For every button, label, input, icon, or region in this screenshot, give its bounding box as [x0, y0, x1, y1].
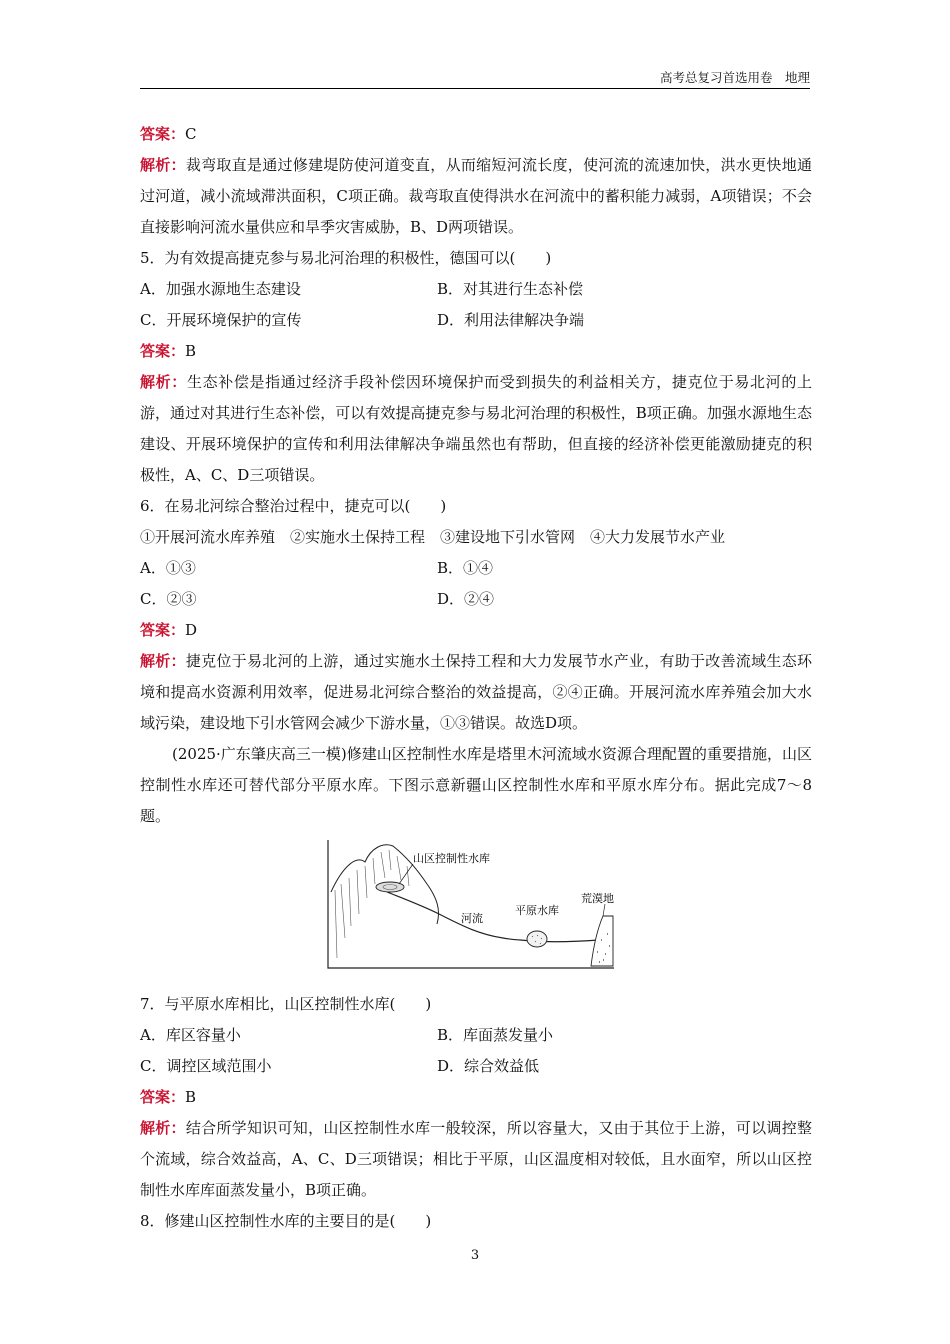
- answer-q5: 答案：B: [140, 342, 197, 360]
- option-a[interactable]: A．加强水源地生态建设: [140, 280, 301, 298]
- option-c[interactable]: C．②③: [140, 590, 197, 608]
- option-b[interactable]: B．①④: [437, 559, 494, 577]
- question-7-options-row1: [140, 1020, 812, 1051]
- analysis-q5: 解析：生态补偿是指通过经济手段补偿因环境保护而受到损失的利益相关方，捷克位于易北河的上游，通过对其进行生态补偿，可以有效提高捷克参与易北河治理的积极性，B项正确。加强水源地生态建设、开展环境保护的宣传和利用法律解决争端虽然也有帮助，但直接的经济补偿更能激励捷克的积极性，A、C、D三项错误。: [140, 373, 812, 484]
- mountain-reservoir: [376, 882, 404, 892]
- question-8-stem: 8．修建山区控制性水库的主要目的是( ): [140, 1212, 432, 1230]
- material-intro: (2025·广东肇庆高三一模)修建山区控制性水库是塔里木河流域水资源合理配置的重要措施，山区控制性水库还可替代部分平原水库。下图示意新疆山区控制性水库和平原水库分布。据此完成7～8题。: [140, 745, 812, 825]
- option-d[interactable]: D．②④: [437, 590, 495, 608]
- plain-reservoir: [527, 931, 547, 947]
- question-5-stem: 5．为有效提高捷克参与易北河治理的积极性，德国可以( ): [140, 249, 552, 267]
- page-number: 3: [470, 1248, 480, 1263]
- option-d[interactable]: D．利用法律解决争端: [437, 311, 585, 329]
- reservoir-diagram: [327, 840, 615, 972]
- option-c[interactable]: C．开展环境保护的宣传: [140, 311, 302, 329]
- answer-q6: 答案：D: [140, 621, 198, 639]
- option-a[interactable]: A．①③: [140, 559, 196, 577]
- answer-q7: 答案：B: [140, 1088, 197, 1106]
- reservoir-figure: [140, 840, 812, 984]
- question-5-options-row2: [140, 305, 812, 336]
- question-6-options-row2: [140, 584, 812, 615]
- option-a[interactable]: A．库区容量小: [140, 1026, 241, 1044]
- question-7-stem: 7．与平原水库相比，山区控制性水库( ): [140, 995, 432, 1013]
- question-6-items: ①开展河流水库养殖 ②实施水土保持工程 ③建设地下引水管网 ④大力发展节水产业: [140, 528, 726, 546]
- option-c[interactable]: C．调控区域范围小: [140, 1057, 272, 1075]
- option-b[interactable]: B．库面蒸发量小: [437, 1026, 554, 1044]
- leader-mountain-reservoir: [399, 864, 413, 884]
- answer-q4: 答案：C: [140, 125, 197, 143]
- desert: [591, 916, 613, 966]
- leader-desert: [603, 904, 605, 916]
- label-mountain-reservoir: 山区控制性水库: [413, 852, 490, 865]
- question-6-stem: 6．在易北河综合整治过程中，捷克可以( ): [140, 497, 447, 515]
- label-desert: 荒漠地: [581, 892, 614, 905]
- label-river: 河流: [461, 912, 483, 925]
- analysis-q4: 解析：裁弯取直是通过修建堤防使河道变直，从而缩短河流长度，使河流的流速加快，洪水更快地通过河道，减小流域滞洪面积，C项正确。裁弯取直使得洪水在河流中的蓄积能力减弱，A项错误；不会直接影响河流水量供应和旱季灾害威胁，B、D两项错误。: [140, 156, 812, 236]
- option-b[interactable]: B．对其进行生态补偿: [437, 280, 584, 298]
- analysis-q7: 解析：结合所学知识可知，山区控制性水库一般较深，所以容量大，又由于其位于上游，可以调控整个流域，综合效益高，A、C、D三项错误；相比于平原，山区温度相对较低，且水面窄，所以山区控制性水库库面蒸发量小，B项正确。: [140, 1119, 812, 1199]
- page-header: [140, 70, 810, 89]
- header-text: 高考总复习首选用卷 地理: [659, 70, 810, 85]
- question-5-options-row1: [140, 274, 812, 305]
- question-7-options-row2: [140, 1051, 812, 1082]
- page-content: [140, 119, 812, 1237]
- label-plain-reservoir: 平原水库: [515, 904, 559, 917]
- analysis-q6: 解析：捷克位于易北河的上游，通过实施水土保持工程和大力发展节水产业，有助于改善流域生态环境和提高水资源利用效率，促进易北河综合整治的效益提高，②④正确。开展河流水库养殖会加大水域污染，建设地下引水管网会减少下游水量，①③错误。故选D项。: [140, 652, 812, 732]
- option-d[interactable]: D．综合效益低: [437, 1057, 540, 1075]
- river: [387, 892, 599, 942]
- question-6-options-row1: [140, 553, 812, 584]
